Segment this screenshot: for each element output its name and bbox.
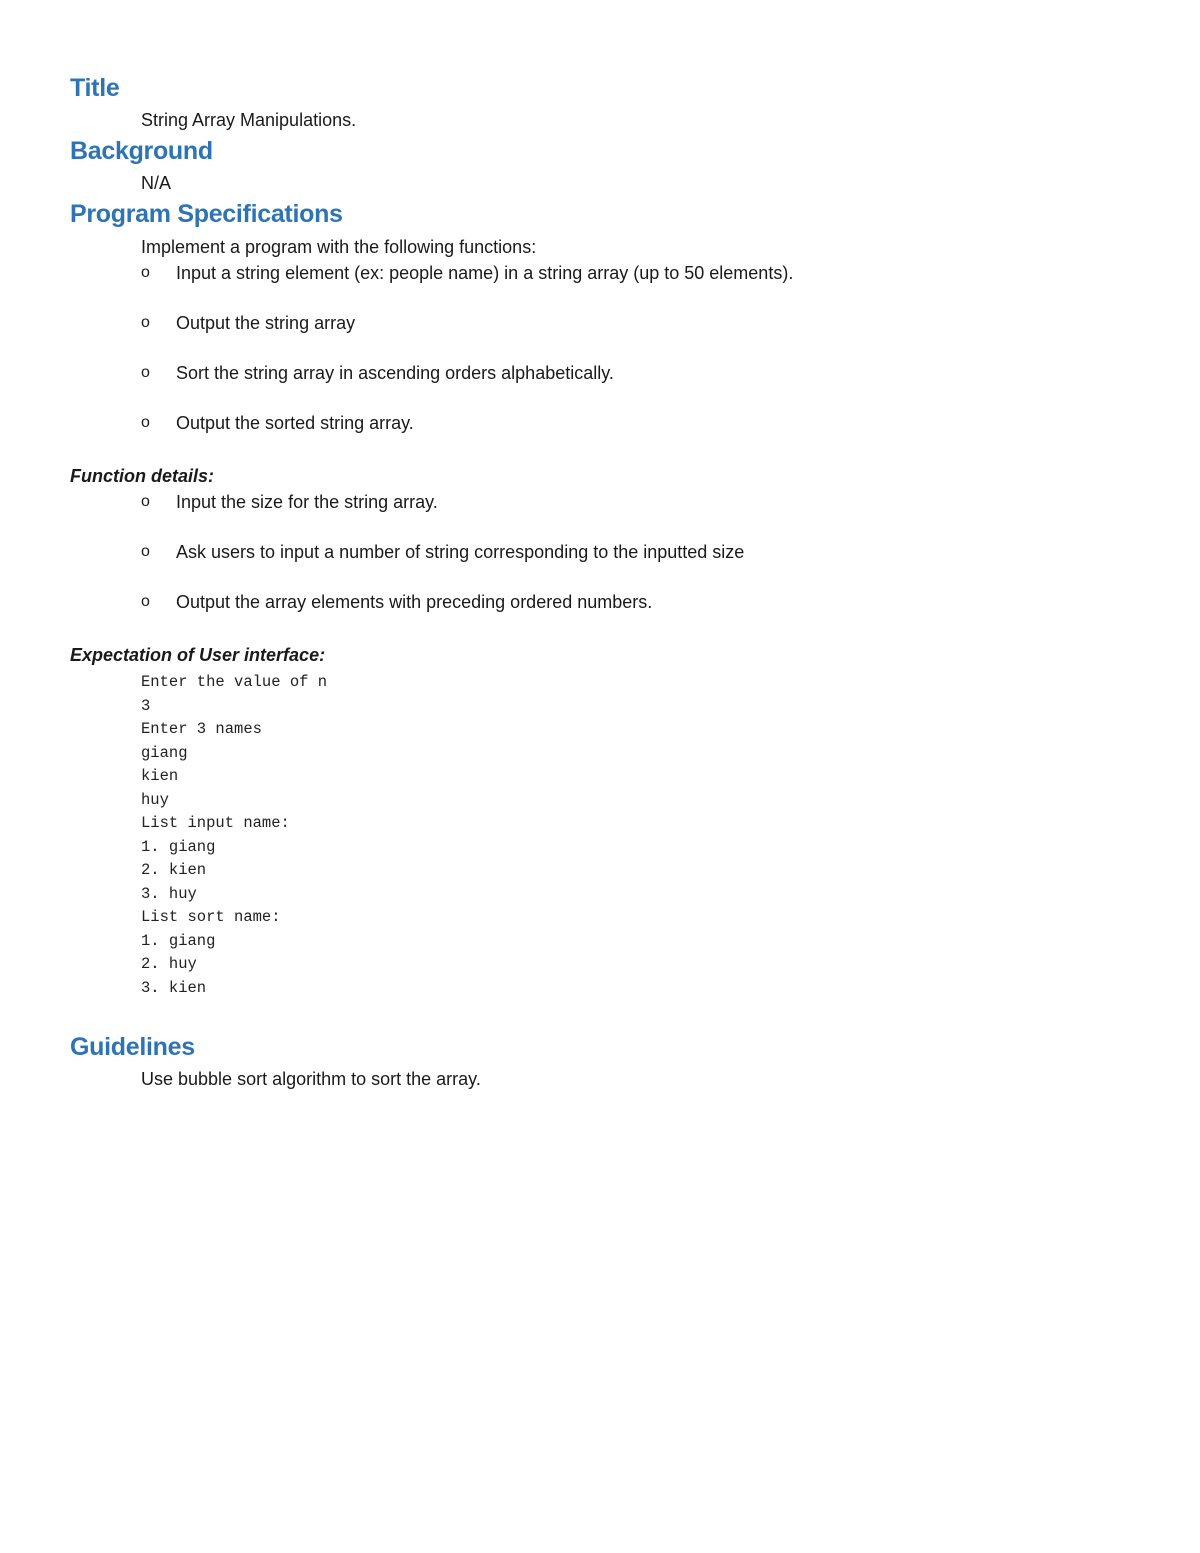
console-line: giang [141,743,188,762]
title-text: String Array Manipulations. [141,110,357,130]
list-item-text: Output the array elements with preceding ordered numbers. [176,592,653,612]
console-line: Enter 3 names [141,720,262,738]
program-specifications-heading: Program Specifications [70,200,343,228]
console-line: 2. kien [141,861,207,879]
console-line: 3 [141,696,151,715]
console-line: 3. huy [141,884,197,903]
list-item-text: Sort the string array in ascending orders alphabetically. [176,363,614,383]
console-line: 1. giang [141,837,216,856]
console-line: 2. huy [141,955,197,973]
list-item-text: Output the string array [176,313,356,333]
bullet-icon: o [141,314,150,331]
guidelines-heading: Guidelines [70,1033,195,1061]
console-line: 3. kien [141,978,207,997]
console-line: List sort name: [141,908,281,926]
bullet-icon: o [141,593,150,610]
list-item-text: Input a string element (ex: people name) in a string array (up to 50 elements). [176,263,794,283]
console-line: List input name: [141,814,290,832]
guidelines-text: Use bubble sort algorithm to sort the array. [141,1069,481,1089]
list-item-text: Input the size for the string array. [176,492,438,512]
bullet-icon: o [141,543,150,560]
bullet-icon: o [141,493,150,510]
bullet-icon: o [141,414,150,431]
console-line: huy [141,790,169,809]
program-specifications-intro: Implement a program with the following functions: [141,237,537,257]
bullet-icon: o [141,264,150,281]
list-item-text: Output the sorted string array. [176,413,414,433]
console-line: 1. giang [141,931,216,950]
user-interface-heading: Expectation of User interface: [70,645,326,665]
list-item-text: Ask users to input a number of string corresponding to the inputted size [176,542,745,562]
bullet-icon: o [141,364,150,381]
background-heading: Background [70,137,213,165]
console-line: Enter the value of n [141,673,328,691]
function-details-heading: Function details: [70,466,214,486]
console-line: kien [141,767,179,785]
background-text: N/A [141,173,172,193]
title-heading: Title [70,74,120,102]
console-output [141,671,327,1000]
